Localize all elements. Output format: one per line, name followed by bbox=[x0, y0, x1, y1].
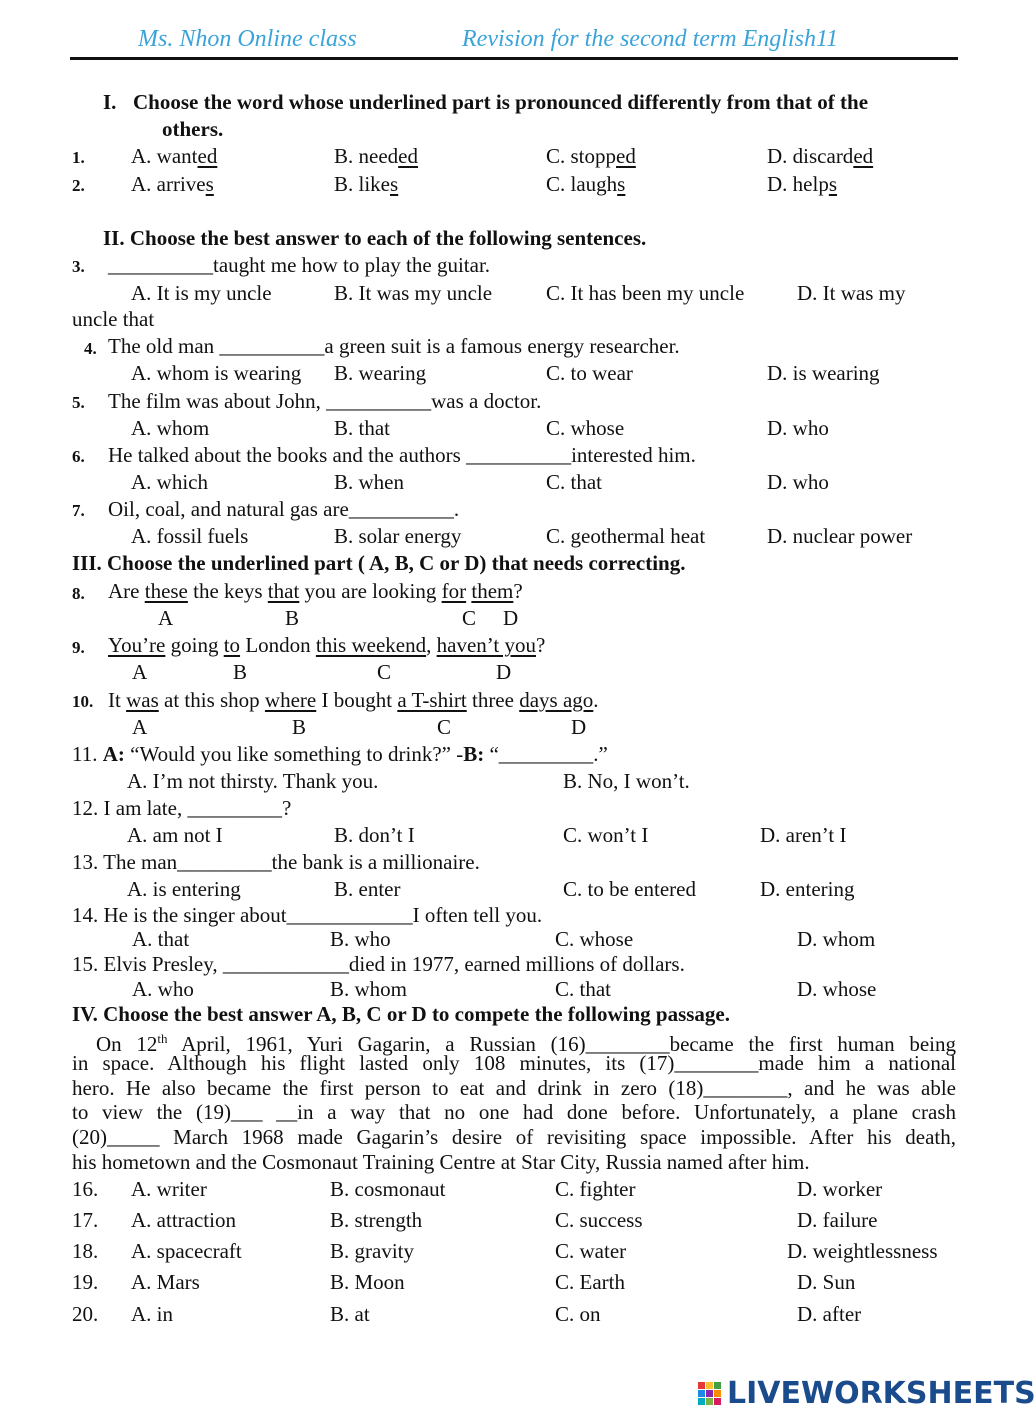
q16-option-d[interactable]: D. worker bbox=[797, 1177, 883, 1201]
q9-part-b[interactable]: to bbox=[223, 633, 241, 657]
section-1-roman: I. bbox=[103, 90, 117, 114]
passage-line-4: to view the (19)___ __in a way that no one had done before. Unfortunately, a plane crash bbox=[72, 1100, 956, 1124]
q7-option-a[interactable]: A. fossil fuels bbox=[131, 524, 249, 548]
q6-stem: He talked about the books and the authors __________interested him. bbox=[108, 443, 696, 467]
passage-line-3: hero. He also became the first person to eat and drink in zero (18)________, and he was able bbox=[72, 1076, 956, 1100]
q20-number: 20. bbox=[72, 1302, 99, 1326]
q5-option-c[interactable]: C. whose bbox=[546, 416, 625, 440]
q15-option-d[interactable]: D. whose bbox=[797, 977, 877, 1001]
q5-option-d[interactable]: D. who bbox=[767, 416, 829, 440]
q7-number: 7. bbox=[72, 501, 85, 520]
q9-part-a[interactable]: You’re bbox=[108, 633, 166, 657]
q10-letter-d: D bbox=[571, 715, 587, 739]
q9-letter-a: A bbox=[132, 660, 148, 684]
q19-option-b[interactable]: B. Moon bbox=[330, 1270, 405, 1294]
q2-option-b[interactable]: B. likes bbox=[334, 172, 399, 196]
q17-option-d[interactable]: D. failure bbox=[797, 1208, 878, 1232]
q19-number: 19. bbox=[72, 1270, 99, 1294]
passage-line-1: On 12th April, 1961, Yuri Gagarin, a Russian (16)________became the first human being bbox=[96, 1031, 956, 1056]
q7-option-c[interactable]: C. geothermal heat bbox=[546, 524, 706, 548]
q10-part-d[interactable]: days ago bbox=[519, 688, 594, 712]
q8-part-b[interactable]: that bbox=[267, 579, 300, 603]
q9-part-c[interactable]: this weekend bbox=[315, 633, 427, 657]
q8-part-d[interactable]: them bbox=[471, 579, 514, 603]
q7-option-d[interactable]: D. nuclear power bbox=[767, 524, 913, 548]
q1-option-c[interactable]: C. stopped bbox=[546, 144, 636, 168]
header-subject: Revision for the second term English11 bbox=[462, 26, 839, 52]
logo-square bbox=[714, 1382, 721, 1389]
q3-option-c[interactable]: C. It has been my uncle bbox=[546, 281, 745, 305]
q20-option-c[interactable]: C. on bbox=[555, 1302, 601, 1326]
q14-option-a[interactable]: A. that bbox=[132, 927, 190, 951]
q8-part-c[interactable]: for bbox=[441, 579, 467, 603]
q5-number: 5. bbox=[72, 393, 85, 412]
q17-option-b[interactable]: B. strength bbox=[330, 1208, 423, 1232]
q11-option-a[interactable]: A. I’m not thirsty. Thank you. bbox=[127, 769, 379, 793]
q10-letter-a: A bbox=[132, 715, 148, 739]
q12-option-c[interactable]: C. won’t I bbox=[563, 823, 649, 847]
q3-number: 3. bbox=[72, 257, 85, 276]
q2-number: 2. bbox=[72, 176, 85, 195]
q10-letter-b: B bbox=[292, 715, 307, 739]
logo-square bbox=[706, 1382, 713, 1389]
q17-option-c[interactable]: C. success bbox=[555, 1208, 643, 1232]
q18-number: 18. bbox=[72, 1239, 99, 1263]
q14-option-c[interactable]: C. whose bbox=[555, 927, 634, 951]
q12-stem: 12. I am late, _________? bbox=[72, 796, 292, 820]
liveworksheets-logo-icon bbox=[698, 1382, 721, 1405]
q12-option-a[interactable]: A. am not I bbox=[127, 823, 223, 847]
header-class-name: Ms. Nhon Online class bbox=[138, 26, 357, 52]
q4-number: 4. bbox=[84, 339, 97, 358]
q13-stem: 13. The man_________the bank is a millionaire. bbox=[72, 850, 480, 874]
q20-option-b[interactable]: B. at bbox=[330, 1302, 370, 1326]
q9-letter-d: D bbox=[496, 660, 512, 684]
q9-letter-c: C bbox=[377, 660, 392, 684]
q7-option-b[interactable]: B. solar energy bbox=[334, 524, 462, 548]
q18-option-a[interactable]: A. spacecraft bbox=[131, 1239, 242, 1263]
q5-option-a[interactable]: A. whom bbox=[131, 416, 210, 440]
q3-option-b[interactable]: B. It was my uncle bbox=[334, 281, 493, 305]
q14-option-d[interactable]: D. whom bbox=[797, 927, 876, 951]
q3-option-d-cont: uncle that bbox=[72, 307, 155, 331]
q10-part-a[interactable]: was bbox=[126, 688, 159, 712]
q13-option-d[interactable]: D. entering bbox=[760, 877, 855, 901]
section-2-title: II. Choose the best answer to each of the following sentences. bbox=[103, 226, 647, 250]
logo-square bbox=[714, 1398, 721, 1405]
q11-option-b[interactable]: B. No, I won’t. bbox=[563, 769, 690, 793]
q16-option-c[interactable]: C. fighter bbox=[555, 1177, 636, 1201]
q13-option-b[interactable]: B. enter bbox=[334, 877, 401, 901]
section-4-title: IV. Choose the best answer A, B, C or D to compete the following passage. bbox=[72, 1002, 730, 1026]
q17-option-a[interactable]: A. attraction bbox=[131, 1208, 236, 1232]
q13-option-c[interactable]: C. to be entered bbox=[563, 877, 696, 901]
q4-option-b[interactable]: B. wearing bbox=[334, 361, 427, 385]
section-1-title: Choose the word whose underlined part is pronounced differently from that of the bbox=[133, 90, 869, 114]
q2-option-a[interactable]: A. arrives bbox=[131, 172, 214, 196]
passage-line-6: his hometown and the Cosmonaut Training Centre at Star City, Russia named after him. bbox=[72, 1150, 810, 1174]
q4-option-a[interactable]: A. whom is wearing bbox=[131, 361, 302, 385]
q10-sentence: It was at this shop where I bought a T-shirt three days ago. bbox=[108, 688, 599, 712]
section-3-title: III. Choose the underlined part ( A, B, C or D) that needs correcting. bbox=[72, 551, 686, 575]
q15-stem: 15. Elvis Presley, ____________died in 1977, earned millions of dollars. bbox=[72, 952, 685, 976]
q19-option-d[interactable]: D. Sun bbox=[797, 1270, 856, 1294]
logo-square bbox=[714, 1390, 721, 1397]
q13-option-a[interactable]: A. is entering bbox=[127, 877, 241, 901]
q8-sentence: Are these the keys that you are looking for them? bbox=[108, 579, 523, 603]
liveworksheets-logo[interactable] bbox=[698, 1376, 1036, 1411]
q16-number: 16. bbox=[72, 1177, 99, 1201]
q1-option-b[interactable]: B. needed bbox=[334, 144, 418, 168]
q12-option-d[interactable]: D. aren’t I bbox=[760, 823, 847, 847]
q8-letter-d: D bbox=[503, 606, 519, 630]
q3-option-d[interactable]: D. It was my bbox=[797, 281, 906, 305]
q9-sentence: You’re going to London this weekend, haven’t you? bbox=[108, 633, 546, 657]
q7-stem: Oil, coal, and natural gas are__________. bbox=[108, 497, 460, 521]
q6-number: 6. bbox=[72, 447, 85, 466]
q6-option-c[interactable]: C. that bbox=[546, 470, 602, 494]
logo-square bbox=[706, 1390, 713, 1397]
section-1-title-cont: others. bbox=[162, 117, 224, 141]
q4-option-d[interactable]: D. is wearing bbox=[767, 361, 880, 385]
q9-number: 9. bbox=[72, 638, 85, 657]
q16-option-b[interactable]: B. cosmonaut bbox=[330, 1177, 446, 1201]
q12-option-b[interactable]: B. don’t I bbox=[334, 823, 415, 847]
q8-number: 8. bbox=[72, 584, 85, 603]
passage-line-5: (20)_____ March 1968 made Gagarin’s desire of revisiting space impossible. After his death, bbox=[72, 1125, 956, 1149]
q3-stem: __________taught me how to play the guitar. bbox=[108, 253, 491, 277]
q8-part-a[interactable]: these bbox=[144, 579, 188, 603]
q18-option-c[interactable]: C. water bbox=[555, 1239, 627, 1263]
q5-stem: The film was about John, __________was a doctor. bbox=[108, 389, 542, 413]
q6-option-d[interactable]: D. who bbox=[767, 470, 829, 494]
q17-number: 17. bbox=[72, 1208, 99, 1232]
q2-option-d[interactable]: D. helps bbox=[767, 172, 838, 196]
q1-option-a[interactable]: A. wanted bbox=[131, 144, 218, 168]
q14-stem: 14. He is the singer about____________I often tell you. bbox=[72, 903, 543, 927]
q20-option-a[interactable]: A. in bbox=[131, 1302, 173, 1326]
logo-square bbox=[698, 1390, 705, 1397]
passage-line-2: in space. Although his flight lasted only 108 minutes, its (17)________made him a national bbox=[72, 1051, 956, 1075]
q8-letter-c: C bbox=[462, 606, 477, 630]
q5-option-b[interactable]: B. that bbox=[334, 416, 390, 440]
q1-number: 1. bbox=[72, 148, 85, 167]
q15-option-b[interactable]: B. whom bbox=[330, 977, 408, 1001]
q10-number: 10. bbox=[72, 692, 94, 711]
logo-square bbox=[698, 1398, 705, 1405]
q1-option-d[interactable]: D. discarded bbox=[767, 144, 874, 168]
q4-stem: The old man __________a green suit is a famous energy researcher. bbox=[108, 334, 680, 358]
q9-letter-b: B bbox=[233, 660, 248, 684]
q8-letter-b: B bbox=[285, 606, 300, 630]
q9-part-d[interactable]: haven’t you bbox=[436, 633, 536, 657]
q19-option-c[interactable]: C. Earth bbox=[555, 1270, 625, 1294]
q18-option-b[interactable]: B. gravity bbox=[330, 1239, 414, 1263]
q10-letter-c: C bbox=[437, 715, 452, 739]
q19-option-a[interactable]: A. Mars bbox=[131, 1270, 200, 1294]
q11-stem: 11. A: “Would you like something to drink?” -B: “_________.” bbox=[72, 742, 608, 766]
q18-option-d[interactable]: D. weightlessness bbox=[787, 1239, 938, 1263]
logo-square bbox=[706, 1398, 713, 1405]
q15-option-c[interactable]: C. that bbox=[555, 977, 611, 1001]
q15-option-a[interactable]: A. who bbox=[132, 977, 194, 1001]
q14-option-b[interactable]: B. who bbox=[330, 927, 391, 951]
logo-square bbox=[698, 1382, 705, 1389]
header-divider bbox=[70, 57, 958, 60]
q6-option-a[interactable]: A. which bbox=[131, 470, 208, 494]
liveworksheets-logo-text: LIVEWORKSHEETS bbox=[727, 1376, 1036, 1411]
q16-option-a[interactable]: A. writer bbox=[131, 1177, 207, 1201]
q10-part-b[interactable]: where bbox=[264, 688, 317, 712]
q10-part-c[interactable]: a T-shirt bbox=[397, 688, 467, 712]
q6-option-b[interactable]: B. when bbox=[334, 470, 404, 494]
q4-option-c[interactable]: C. to wear bbox=[546, 361, 633, 385]
q8-letter-a: A bbox=[158, 606, 174, 630]
q2-option-c[interactable]: C. laughs bbox=[546, 172, 626, 196]
q3-option-a[interactable]: A. It is my uncle bbox=[131, 281, 272, 305]
q20-option-d[interactable]: D. after bbox=[797, 1302, 862, 1326]
